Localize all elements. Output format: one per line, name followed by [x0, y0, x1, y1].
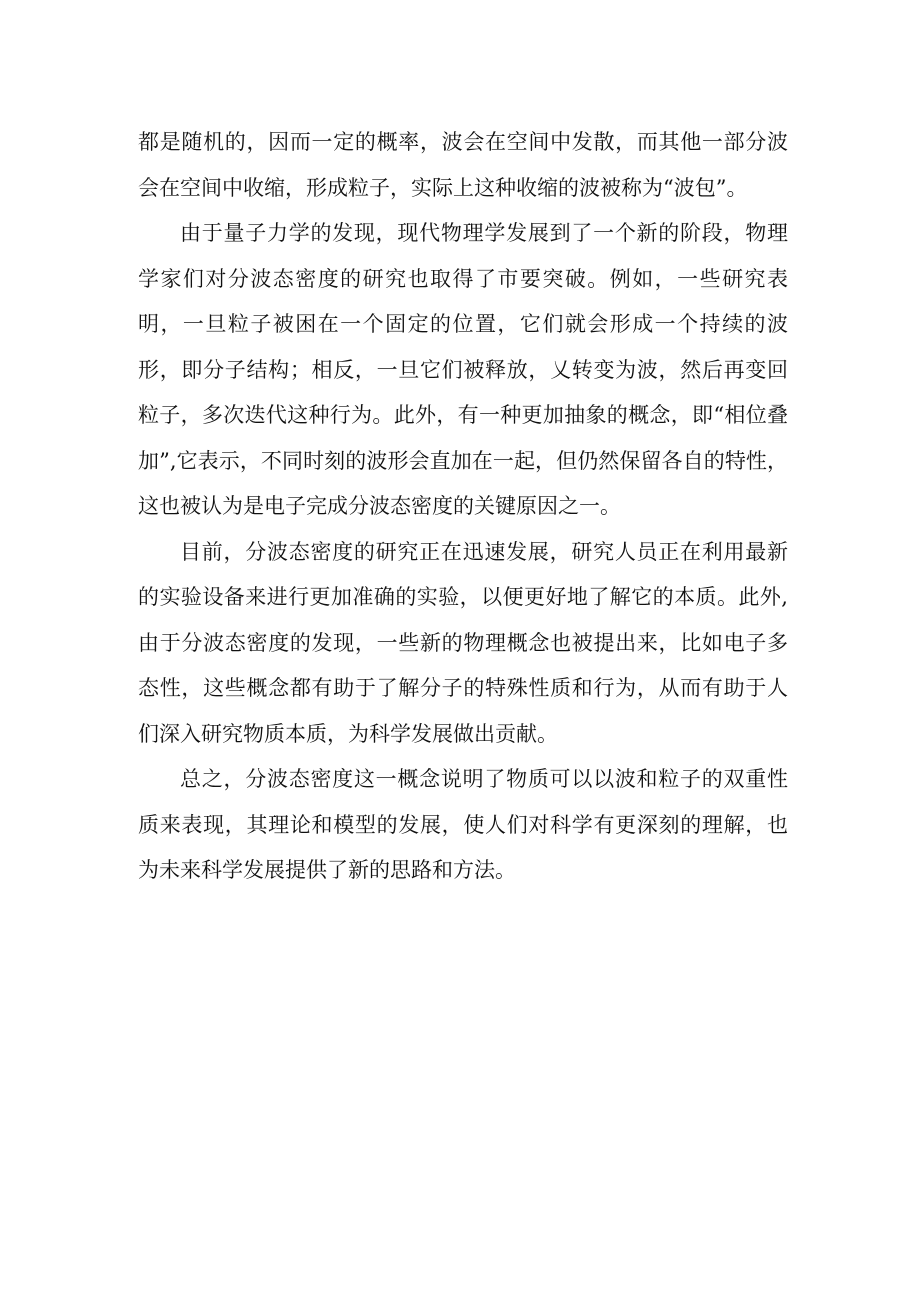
document-body: [138, 120, 788, 894]
paragraph-4: 总之，分波态密度这一概念说明了物质可以以波和粒子的双重性质来表现，其理论和模型的发展，使人们对科学有更深刻的理解，也为未来科学发展提供了新的思路和方法。: [138, 767, 788, 882]
paragraph-2: 由于量子力学的发现，现代物理学发展到了一个新的阶段，物理学家们对分波态密度的研究也取得了市要突破。例如，一些研究表明，一旦粒子被困在一个固定的位置，它们就会形成一个持续的波形，即分子结构；相反，一旦它们被释放，乂转变为波，然后再变回粒子，多次迭代这种行为。此外，有一种更加抽象的概念，即“相位叠加”,它表示，不同时刻的波形会直加在一起，但仍然保留各自的特性，这也被认为是电子完成分波态密度的关键原因之一。: [138, 221, 788, 518]
paragraph-3: 目前，分波态密度的研究正在迅速发展，研究人员正在利用最新的实验设备来进行更加准确的实验，以便更好地了解它的本质。此外,由于分波态密度的发现，一些新的物理概念也被提出来，比如电子多态性，这些概念都有助于了解分子的特殊性质和行为，从而有助于人们深入研究物质本质，为科学发展做出贡献。: [138, 539, 788, 746]
paragraph-1: 都是随机的，因而一定的概率，波会在空间中发散，而其他一部分波会在空间中收缩，形成粒子，实际上这种收缩的波被称为“波包”。: [138, 130, 788, 200]
